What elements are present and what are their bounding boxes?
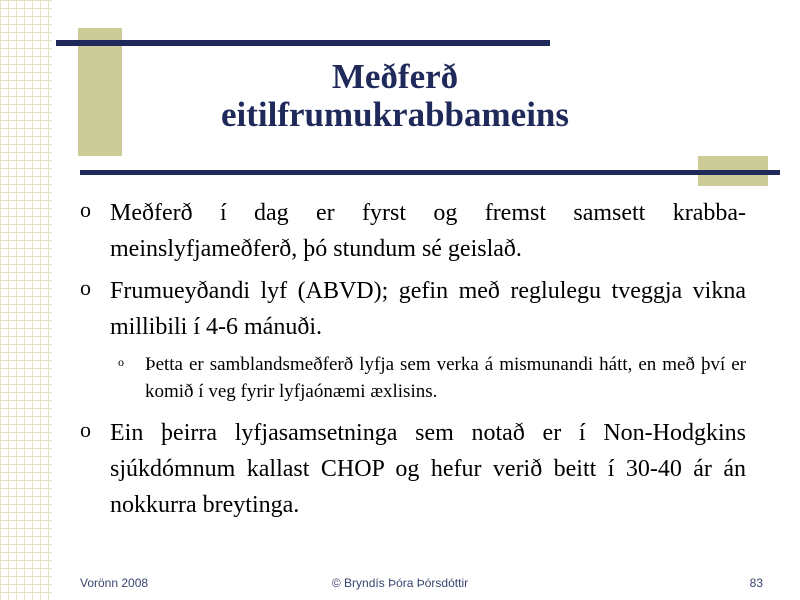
footer-right-page-number: 83	[749, 576, 763, 590]
bullet-text: Ein þeirra lyfjasamsetninga sem notað er í Non-Hodgkins sjúkdómnum kallast CHOP og hefur verið beitt í 30-40 ár án nokkurra breytinga.	[110, 420, 746, 518]
bullet-marker: o	[80, 275, 91, 300]
footer-center-author: © Bryndís Þóra Þórsdóttir	[331, 576, 469, 590]
bullet-item	[80, 415, 746, 523]
decorative-grid-strip	[0, 0, 52, 600]
title-underline-bottom	[80, 170, 780, 175]
bullet-text: Frumueyðandi lyf (ABVD); gefin með reglulegu tveggja vikna millibili í 4-6 mánuði.	[110, 278, 746, 340]
slide-title-line2: eitilfrumukrabbameins	[220, 95, 570, 134]
slide-title	[190, 58, 600, 134]
sub-bullet-marker: o	[118, 355, 124, 369]
footer-left-term: Vorönn 2008	[80, 576, 149, 590]
bullet-marker: o	[80, 417, 91, 442]
slide-title-line1: Meðferð	[331, 57, 459, 96]
bullet-text: Meðferð í dag er fyrst og fremst samsett krabba-meinslyfjameðferð, þó stundum sé geislað.	[110, 200, 746, 262]
sub-bullet-item	[80, 351, 746, 405]
bullet-item	[80, 195, 746, 267]
sub-bullet-text: Þetta er samblandsmeðferð lyfja sem verka á mismunandi hátt, en með því er komið í veg fyrir lyfjaónæmi æxlisins.	[145, 354, 746, 402]
bullet-item	[80, 273, 746, 345]
bullet-list	[80, 195, 746, 529]
decorative-tan-block-left	[78, 28, 122, 156]
title-underline-top	[56, 40, 550, 46]
bullet-marker: o	[80, 197, 91, 222]
